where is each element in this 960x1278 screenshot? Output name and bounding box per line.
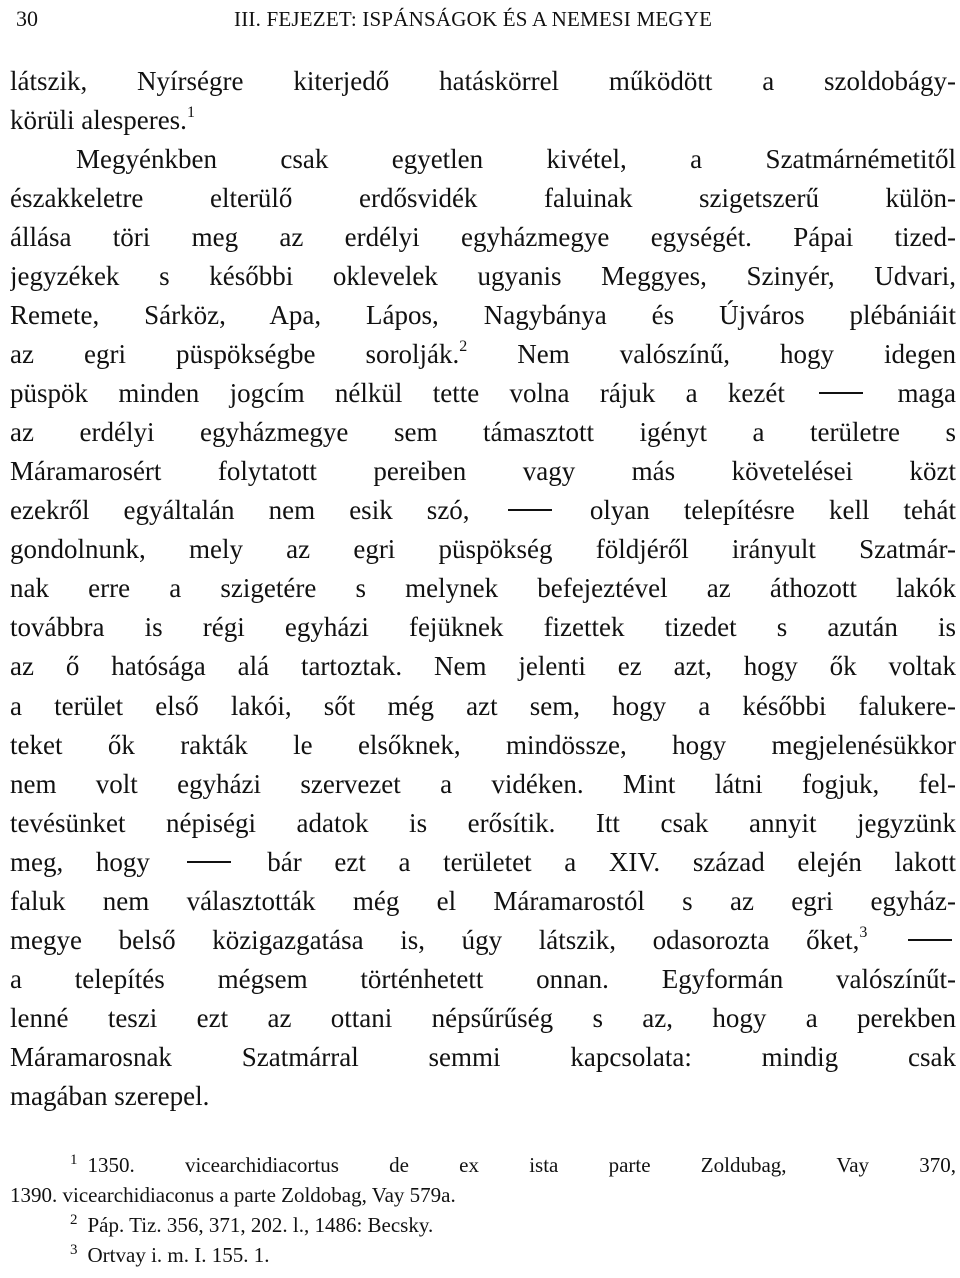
footnote-ref: 2 <box>459 338 468 356</box>
em-dash <box>908 939 952 941</box>
text-line: ezekről egyáltalán nem esik szó, olyan telepítésre kell tehát <box>10 495 956 526</box>
text-line: északkeletre elterülő erdősvidék faluinak szigetszerű külön- <box>10 183 956 214</box>
footnote-3: $^3$ Ortvay i. m. I. 155. 1. <box>70 1242 270 1267</box>
text-line: tevésünket népiségi adatok is erősítik. Itt csak annyit jegyzünk <box>10 807 956 838</box>
text-line: teket ők rakták le elsőknek, mindössze, hogy megjelenésükkor <box>10 729 956 760</box>
footnote-1-continued: 1390. vicearchidiaconus a parte Zoldobag, Vay 579a. <box>10 1183 456 1207</box>
text-line: Remete, Sárköz, Apa, Lápos, Nagybánya és Újváros plébániáit <box>10 300 956 331</box>
em-dash <box>187 861 231 863</box>
text-line: faluk nem választották még el Máramarostól s az egri egyház- <box>10 885 956 916</box>
text-line: meg, hogy bár ezt a területet a XIV. század elején lakott <box>10 846 956 877</box>
text-line: jegyzékek s későbbi oklevelek ugyanis Meggyes, Szinyér, Udvari, <box>10 261 956 292</box>
footnote-1: $^1$ 1350. vicearchidiacortus de ex ista parte Zoldubag, Vay 370, <box>70 1152 956 1177</box>
text-line: lenné teszi ezt az ottani népsűrűség s az, hogy a perekben <box>10 1002 956 1033</box>
em-dash <box>508 509 552 511</box>
text-line: állása töri meg az erdélyi egyházmegye egységét. Pápai tized- <box>10 222 956 253</box>
text-line: az egri püspökségbe sorolják.$^2$ Nem valószínű, hogy idegen <box>10 338 956 370</box>
footnote-ref: 3 <box>859 923 868 941</box>
running-head <box>16 4 944 34</box>
text-line: a telepítés mégsem történhetett onnan. Egyformán valószínűt- <box>10 963 956 994</box>
footnotes <box>10 1150 956 1270</box>
text-line: továbbra is régi egyházi fejüknek fizettek tizedet s azután is <box>10 612 956 643</box>
text-line: nem volt egyházi szervezet a vidéken. Mint látni fogjuk, fel- <box>10 768 956 799</box>
text-line: gondolnunk, mely az egri püspökség földjéről irányult Szatmár- <box>10 534 956 565</box>
text-line: az erdélyi egyházmegye sem támasztott igényt a területre s <box>10 417 956 448</box>
footnote-number: 1 <box>70 1152 78 1168</box>
page-number: 30 <box>16 6 38 31</box>
text-line: Máramarosért folytatott pereiben vagy más követelései közt <box>10 456 956 487</box>
text-line: magában szerepel. <box>10 1080 210 1111</box>
footnote-number: 2 <box>70 1212 78 1228</box>
em-dash <box>819 392 863 394</box>
text-line: nak erre a szigetére s melynek befejeztével az áthozott lakók <box>10 573 956 604</box>
body-text <box>10 62 956 1116</box>
text-line: körüli alesperes.$^1$ <box>10 104 195 136</box>
footnote-2: $^2$ Páp. Tiz. 356, 371, 202. l., 1486: Becsky. <box>70 1212 434 1237</box>
text-line: Máramarosnak Szatmárral semmi kapcsolata: mindig csak <box>10 1041 956 1072</box>
text-line: püspök minden jogcím nélkül tette volna rájuk a kezét maga <box>10 378 956 409</box>
chapter-title: III. FEJEZET: ISPÁNSÁGOK ÉS A NEMESI MEGYE <box>234 7 713 31</box>
text-line: a terület első lakói, sőt még azt sem, hogy a későbbi falukere- <box>10 690 956 721</box>
footnote-ref: 1 <box>186 104 195 122</box>
text-line: Megyénkben csak egyetlen kivétel, a Szatmárnémetitől <box>76 144 956 175</box>
text-line: látszik, Nyírségre kiterjedő hatáskörrel működött a szoldobágy- <box>10 66 956 96</box>
text-line: megye belső közigazgatása is, úgy látszik, odasorozta őket,$^3$ <box>10 921 956 960</box>
text-line: az ő hatósága alá tartoztak. Nem jelenti ez azt, hogy ők voltak <box>10 651 956 682</box>
footnote-number: 3 <box>70 1242 78 1258</box>
